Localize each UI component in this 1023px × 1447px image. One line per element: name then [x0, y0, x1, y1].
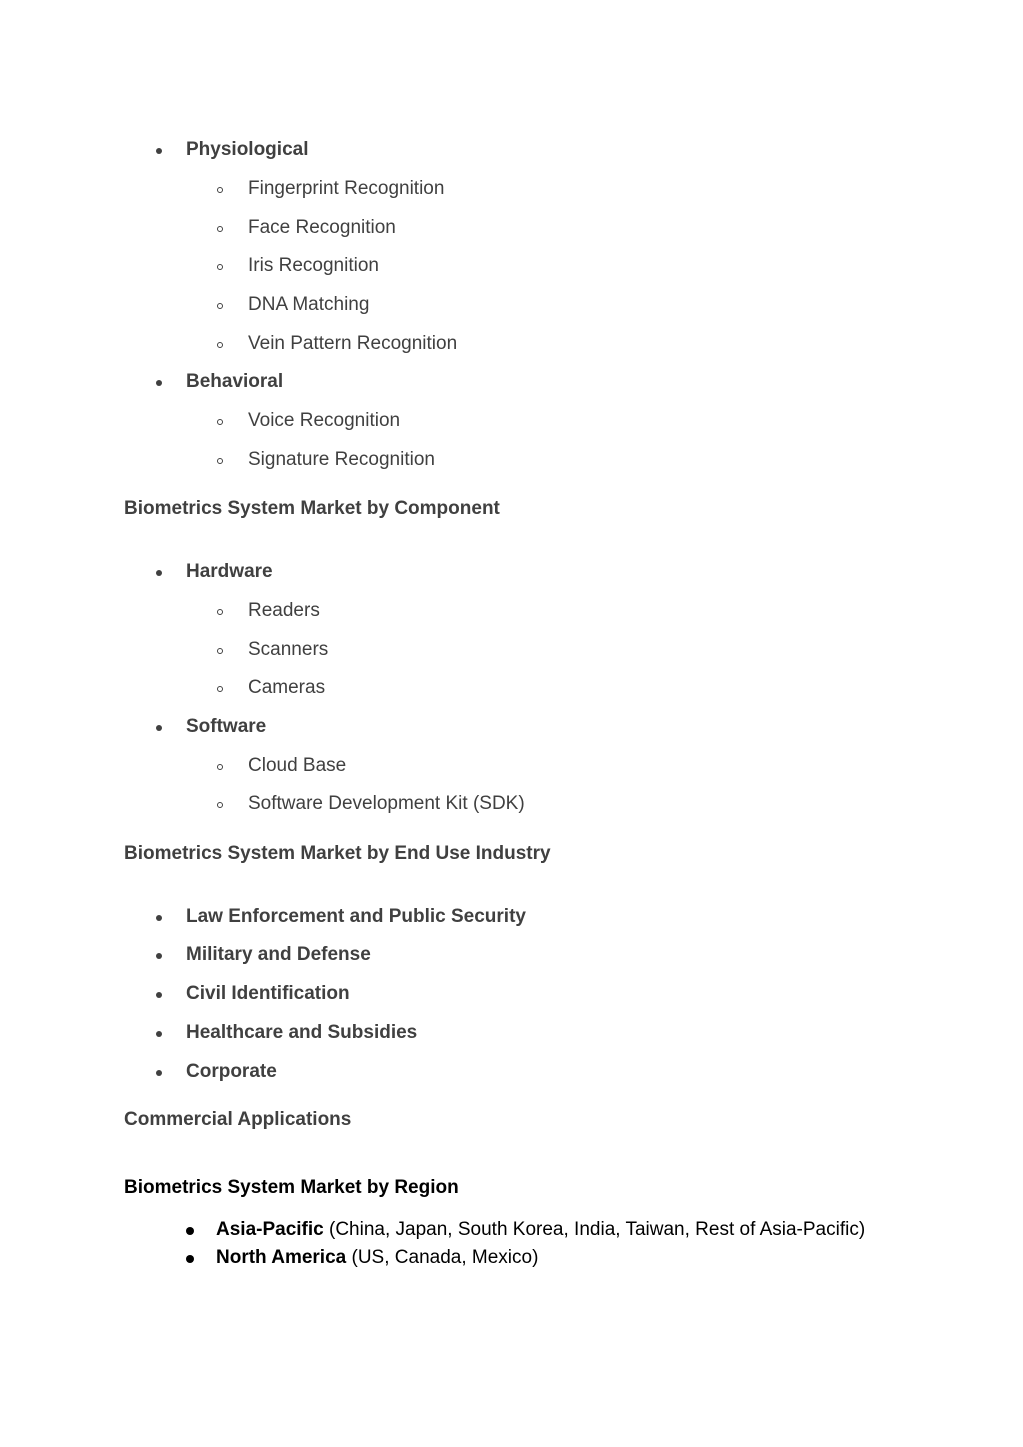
sub-bullet-icon	[217, 458, 223, 464]
list-item: Healthcare and Subsidies	[186, 1022, 418, 1043]
bullet-icon	[156, 953, 162, 959]
group-label-software: Software	[186, 716, 267, 737]
list-item: Cameras	[248, 677, 326, 698]
bullet-icon	[156, 1031, 162, 1037]
list-item: Voice Recognition	[248, 410, 401, 431]
list-item: DNA Matching	[248, 294, 370, 315]
list-item: Vein Pattern Recognition	[248, 333, 458, 354]
sub-bullet-icon	[217, 303, 223, 309]
group-label-hardware: Hardware	[186, 561, 273, 582]
section-heading-industry: Biometrics System Market by End Use Industry	[124, 843, 551, 864]
bullet-icon	[156, 570, 162, 576]
list-item: Software Development Kit (SDK)	[248, 793, 525, 814]
sub-bullet-icon	[217, 342, 223, 348]
sub-bullet-icon	[217, 226, 223, 232]
sub-bullet-icon	[217, 264, 223, 270]
list-item: Face Recognition	[248, 217, 396, 238]
list-item: Scanners	[248, 639, 329, 660]
bullet-icon	[186, 1255, 194, 1263]
list-item: Civil Identification	[186, 983, 350, 1004]
bullet-icon	[156, 992, 162, 998]
list-item: Law Enforcement and Public Security	[186, 906, 526, 927]
section-heading-component: Biometrics System Market by Component	[124, 498, 500, 519]
list-item: Readers	[248, 600, 320, 621]
list-item: Iris Recognition	[248, 255, 379, 276]
region-detail: (US, Canada, Mexico)	[346, 1247, 539, 1268]
region-item	[216, 1218, 865, 1242]
bullet-icon	[156, 1070, 162, 1076]
list-item: Fingerprint Recognition	[248, 178, 445, 199]
region-name: North America	[216, 1247, 347, 1268]
sub-bullet-icon	[217, 609, 223, 615]
sub-bullet-icon	[217, 686, 223, 692]
region-detail: (China, Japan, South Korea, India, Taiwan, Rest of Asia-Pacific)	[323, 1219, 866, 1240]
bullet-icon	[156, 148, 162, 154]
list-item: Signature Recognition	[248, 449, 435, 470]
list-item: Cloud Base	[248, 755, 347, 776]
sub-bullet-icon	[217, 187, 223, 193]
bullet-icon	[156, 725, 162, 731]
region-item	[216, 1246, 538, 1270]
list-item: Corporate	[186, 1061, 277, 1082]
sub-bullet-icon	[217, 648, 223, 654]
list-item: Military and Defense	[186, 944, 371, 965]
commercial-applications-text: Commercial Applications	[124, 1109, 352, 1130]
section-heading-region: Biometrics System Market by Region	[124, 1177, 459, 1198]
sub-bullet-icon	[217, 802, 223, 808]
bullet-icon	[156, 380, 162, 386]
group-label-physiological: Physiological	[186, 139, 309, 160]
bullet-icon	[156, 915, 162, 921]
group-label-behavioral: Behavioral	[186, 371, 284, 392]
sub-bullet-icon	[217, 419, 223, 425]
region-name: Asia-Pacific	[216, 1219, 324, 1240]
sub-bullet-icon	[217, 764, 223, 770]
bullet-icon	[186, 1227, 194, 1235]
